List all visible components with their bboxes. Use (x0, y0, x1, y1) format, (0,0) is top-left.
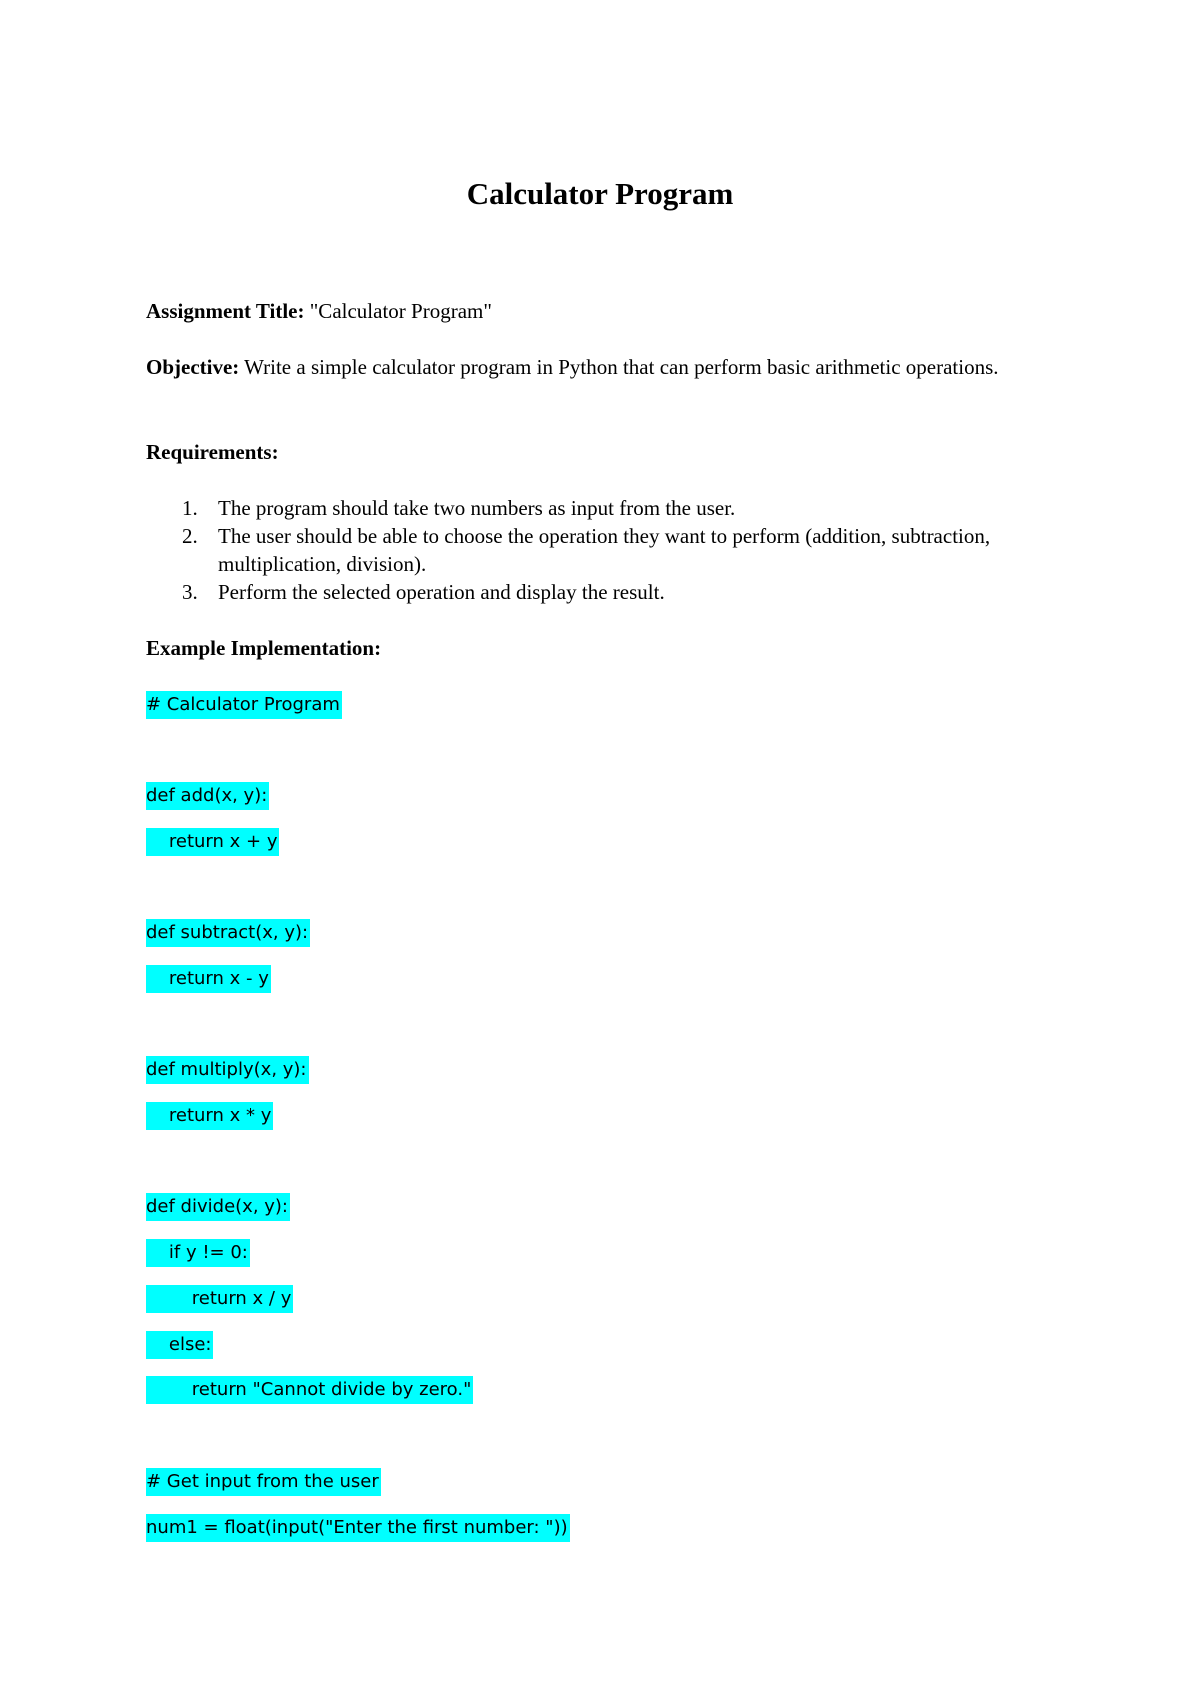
list-item (146, 522, 1046, 578)
code-line: else: (146, 1331, 213, 1359)
objective-label: Objective: (146, 355, 240, 379)
objective-text: Write a simple calculator program in Python that can perform basic arithmetic operations. (239, 355, 999, 379)
list-item-text: The program should take two numbers as input from the user. (218, 496, 736, 520)
code-line: return "Cannot divide by zero." (146, 1376, 473, 1404)
list-item-text: Perform the selected operation and display the result. (218, 580, 665, 604)
code-line: return x * y (146, 1102, 273, 1130)
assignment-title-label: Assignment Title: (146, 299, 305, 323)
objective-paragraph (146, 353, 1046, 381)
list-item (146, 578, 1046, 606)
list-item-number: 3. (182, 580, 198, 604)
list-item (146, 494, 1046, 522)
code-line: return x / y (146, 1285, 293, 1313)
code-line: return x + y (146, 828, 279, 856)
example-heading: Example Implementation: (146, 636, 382, 660)
code-line: def subtract(x, y): (146, 919, 310, 947)
code-line: def multiply(x, y): (146, 1056, 309, 1084)
assignment-title-value: "Calculator Program" (304, 299, 492, 323)
document-title: Calculator Program (466, 176, 734, 211)
requirements-list (146, 494, 1046, 606)
code-line: def divide(x, y): (146, 1193, 290, 1221)
code-line: # Calculator Program (146, 691, 342, 719)
code-line: if y != 0: (146, 1239, 250, 1267)
assignment-title-line (146, 297, 1046, 325)
code-line: num1 = float(input("Enter the first number: ")) (146, 1514, 570, 1542)
code-line: def add(x, y): (146, 782, 269, 810)
list-item-number: 1. (182, 496, 198, 520)
list-item-text: The user should be able to choose the operation they want to perform (addition, subtraction, multiplication, division). (218, 524, 991, 576)
list-item-number: 2. (182, 524, 198, 548)
requirements-heading: Requirements: (146, 440, 279, 464)
code-line: return x - y (146, 965, 271, 993)
code-line: # Get input from the user (146, 1468, 381, 1496)
